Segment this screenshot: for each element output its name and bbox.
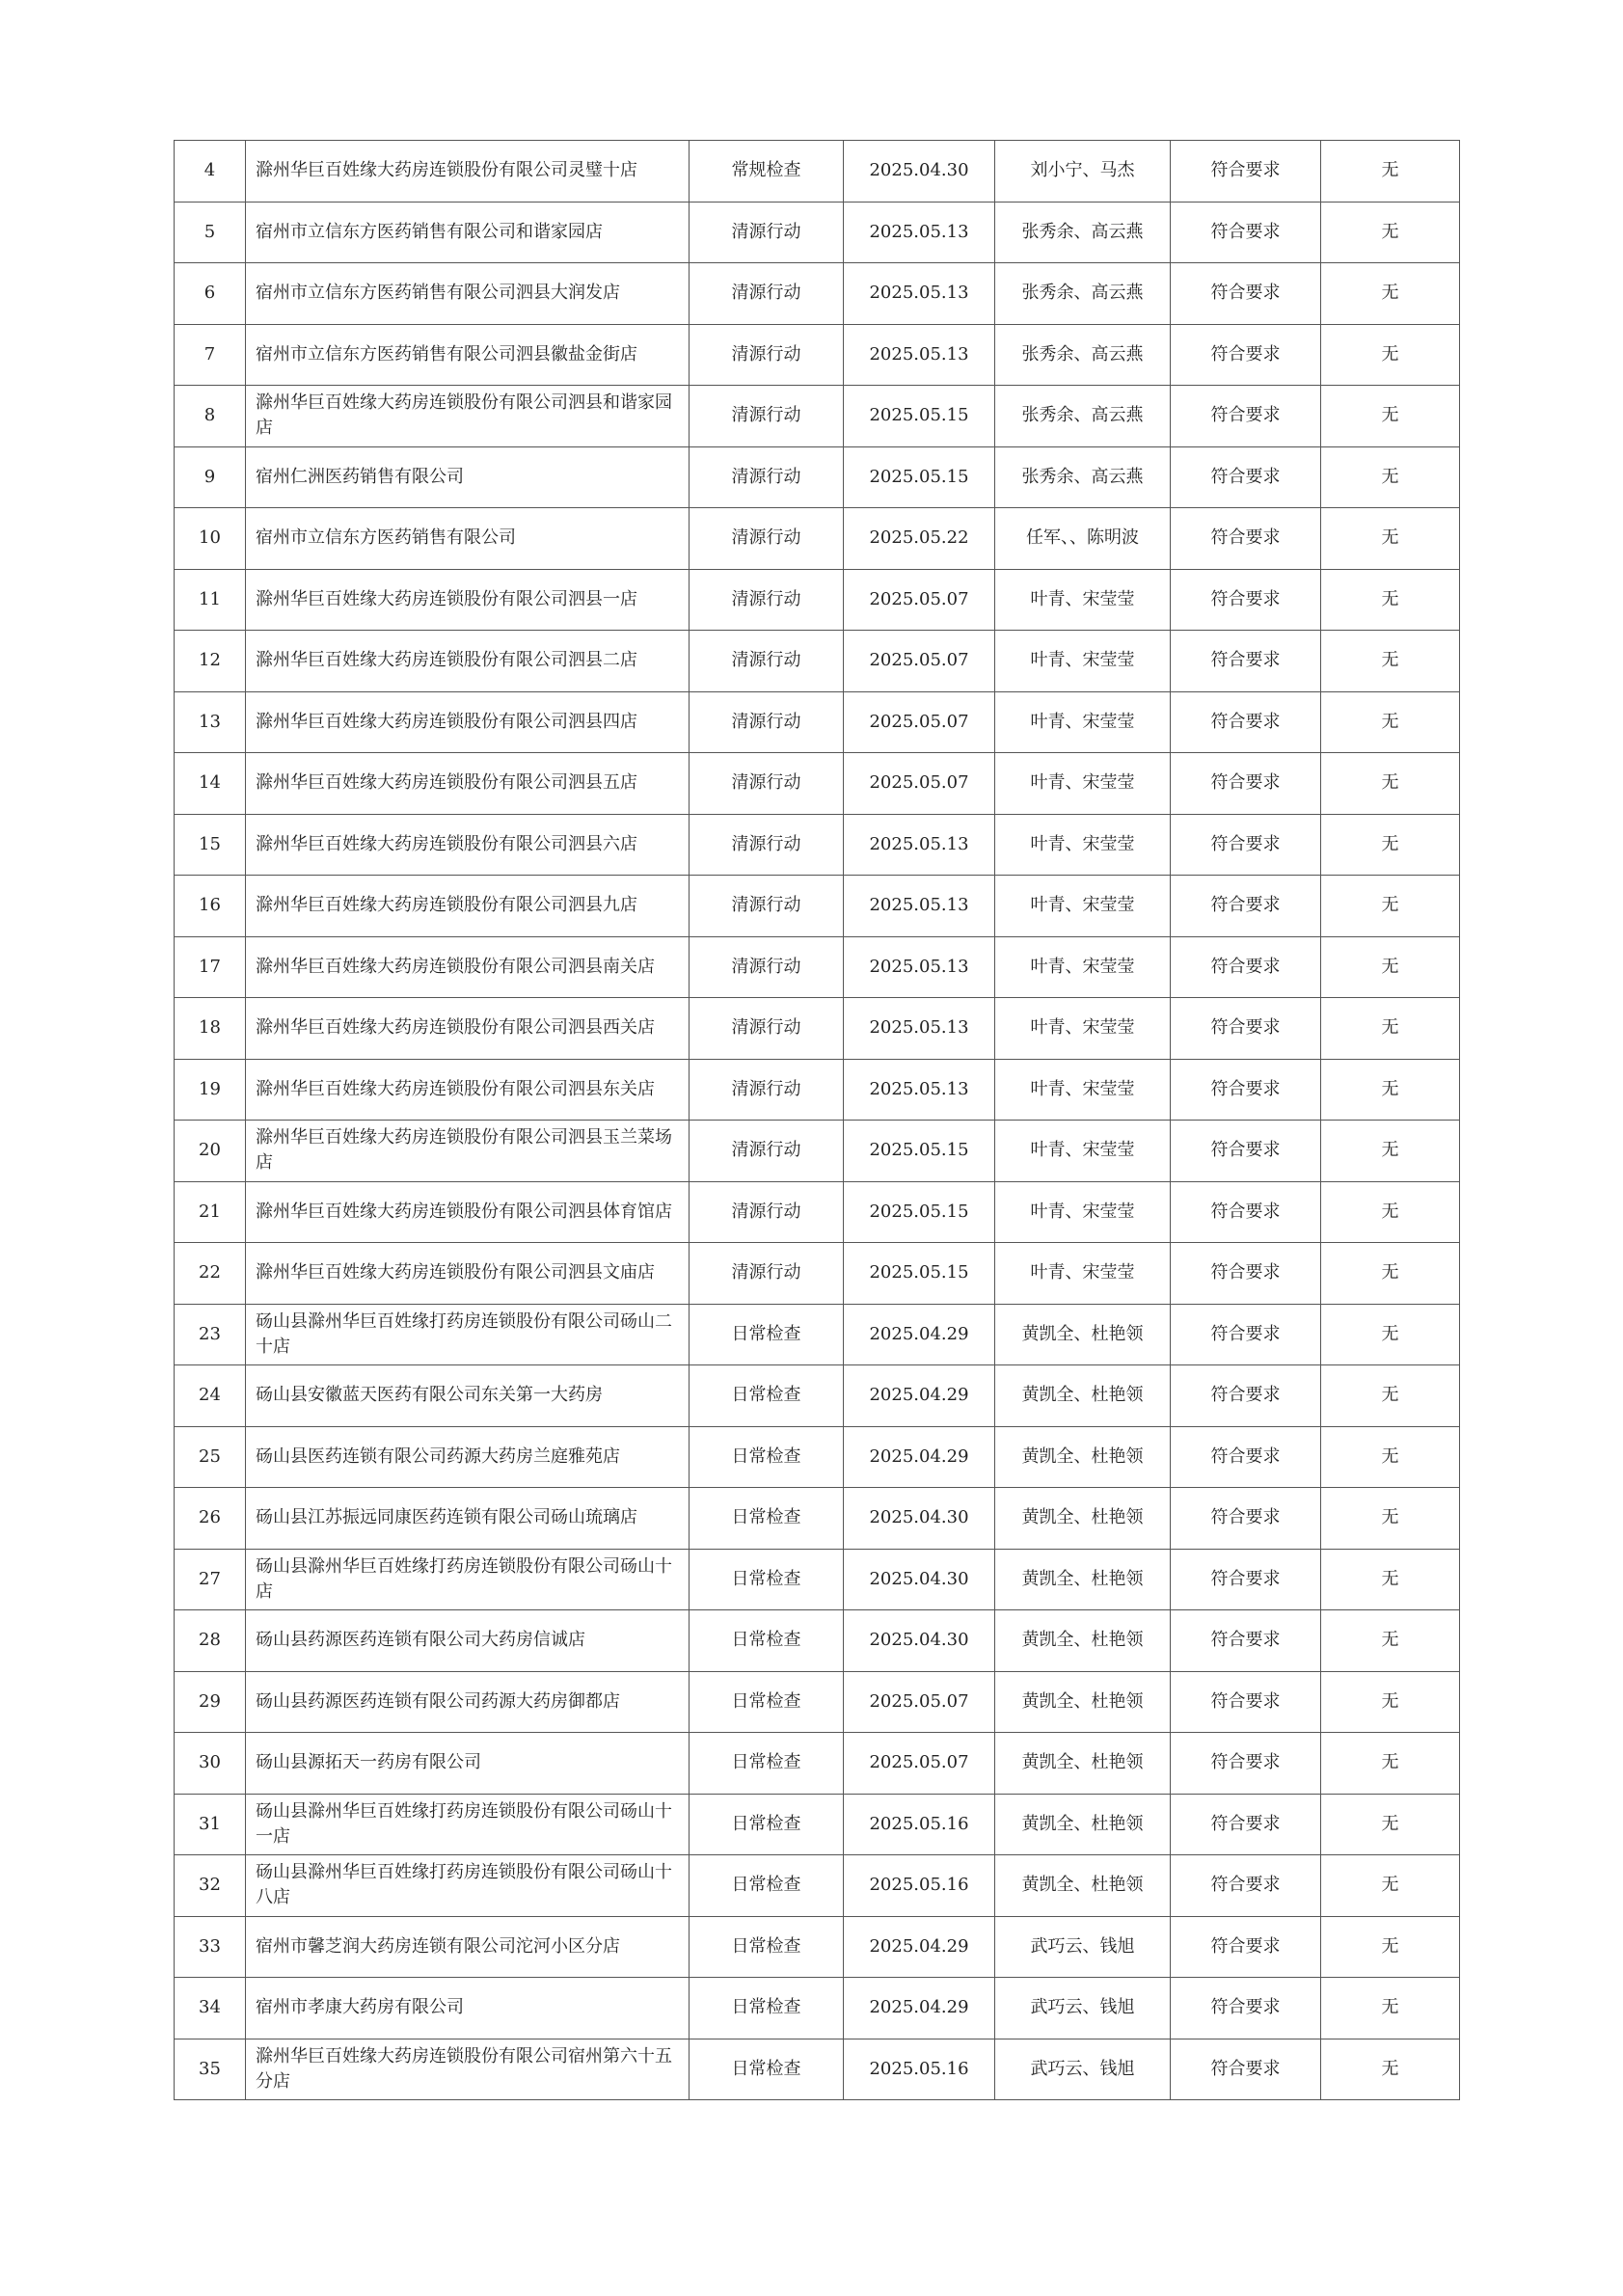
- inspection-date-cell: 2025.05.13: [844, 814, 995, 876]
- inspection-date-cell: 2025.05.13: [844, 324, 995, 386]
- inspectors-cell: 任军、、陈明波: [995, 508, 1171, 570]
- problem-cell: 无: [1321, 1181, 1460, 1243]
- result-cell: 符合要求: [1171, 753, 1321, 815]
- result-cell: 符合要求: [1171, 263, 1321, 325]
- result-cell: 符合要求: [1171, 386, 1321, 447]
- table-row: [175, 1733, 1460, 1795]
- inspection-date-cell: 2025.05.07: [844, 1733, 995, 1795]
- row-number-cell: 20: [175, 1121, 246, 1182]
- inspection-date-cell: 2025.05.13: [844, 202, 995, 263]
- enterprise-name-cell: 宿州市立信东方医药销售有限公司泗县徽盐金街店: [246, 324, 690, 386]
- inspectors-cell: 武巧云、钱旭: [995, 2039, 1171, 2100]
- row-number-cell: 18: [175, 998, 246, 1060]
- inspection-date-cell: 2025.05.13: [844, 1059, 995, 1121]
- table-body: [175, 141, 1460, 2100]
- table-row: [175, 936, 1460, 998]
- inspection-type-cell: 清源行动: [690, 814, 844, 876]
- problem-cell: 无: [1321, 1610, 1460, 1672]
- enterprise-name-cell: 滁州华巨百姓缘大药房连锁股份有限公司泗县和谐家园店: [246, 386, 690, 447]
- inspection-date-cell: 2025.04.29: [844, 1304, 995, 1365]
- result-cell: 符合要求: [1171, 1978, 1321, 2039]
- row-number-cell: 19: [175, 1059, 246, 1121]
- row-number-cell: 28: [175, 1610, 246, 1672]
- inspection-type-cell: 清源行动: [690, 753, 844, 815]
- result-cell: 符合要求: [1171, 1181, 1321, 1243]
- table-row: [175, 1059, 1460, 1121]
- enterprise-name-cell: 滁州华巨百姓缘大药房连锁股份有限公司泗县东关店: [246, 1059, 690, 1121]
- enterprise-name-cell: 滁州华巨百姓缘大药房连锁股份有限公司泗县体育馆店: [246, 1181, 690, 1243]
- table-row: [175, 1916, 1460, 1978]
- inspection-type-cell: 清源行动: [690, 263, 844, 325]
- result-cell: 符合要求: [1171, 141, 1321, 203]
- inspection-type-cell: 日常检查: [690, 1855, 844, 1917]
- enterprise-name-cell: 砀山县药源医药连锁有限公司药源大药房御都店: [246, 1671, 690, 1733]
- inspection-records-table: [174, 140, 1460, 2100]
- table-row: [175, 446, 1460, 508]
- problem-cell: 无: [1321, 1916, 1460, 1978]
- row-number-cell: 33: [175, 1916, 246, 1978]
- enterprise-name-cell: 滁州华巨百姓缘大药房连锁股份有限公司泗县六店: [246, 814, 690, 876]
- inspection-date-cell: 2025.05.15: [844, 386, 995, 447]
- enterprise-name-cell: 滁州华巨百姓缘大药房连锁股份有限公司泗县一店: [246, 569, 690, 631]
- enterprise-name-cell: 宿州市立信东方医药销售有限公司: [246, 508, 690, 570]
- enterprise-name-cell: 砀山县源拓天一药房有限公司: [246, 1733, 690, 1795]
- inspection-type-cell: 日常检查: [690, 1549, 844, 1610]
- inspection-date-cell: 2025.05.07: [844, 631, 995, 692]
- result-cell: 符合要求: [1171, 1304, 1321, 1365]
- row-number-cell: 34: [175, 1978, 246, 2039]
- inspection-type-cell: 清源行动: [690, 569, 844, 631]
- inspection-date-cell: 2025.04.29: [844, 1978, 995, 2039]
- inspectors-cell: 黄凯全、杜艳领: [995, 1549, 1171, 1610]
- problem-cell: 无: [1321, 753, 1460, 815]
- inspectors-cell: 叶青、宋莹莹: [995, 753, 1171, 815]
- inspection-type-cell: 清源行动: [690, 386, 844, 447]
- table-row: [175, 1855, 1460, 1917]
- row-number-cell: 25: [175, 1426, 246, 1488]
- problem-cell: 无: [1321, 1121, 1460, 1182]
- inspection-type-cell: 日常检查: [690, 1733, 844, 1795]
- problem-cell: 无: [1321, 1365, 1460, 1427]
- row-number-cell: 26: [175, 1488, 246, 1550]
- table-row: [175, 1243, 1460, 1305]
- problem-cell: 无: [1321, 1733, 1460, 1795]
- problem-cell: 无: [1321, 1671, 1460, 1733]
- row-number-cell: 16: [175, 876, 246, 937]
- inspectors-cell: 叶青、宋莹莹: [995, 631, 1171, 692]
- table-row: [175, 1121, 1460, 1182]
- result-cell: 符合要求: [1171, 1794, 1321, 1855]
- result-cell: 符合要求: [1171, 1121, 1321, 1182]
- inspection-type-cell: 清源行动: [690, 876, 844, 937]
- inspection-type-cell: 日常检查: [690, 1794, 844, 1855]
- inspection-type-cell: 清源行动: [690, 1059, 844, 1121]
- row-number-cell: 32: [175, 1855, 246, 1917]
- result-cell: 符合要求: [1171, 691, 1321, 753]
- enterprise-name-cell: 砀山县滁州华巨百姓缘打药房连锁股份有限公司砀山二十店: [246, 1304, 690, 1365]
- inspection-type-cell: 清源行动: [690, 936, 844, 998]
- row-number-cell: 31: [175, 1794, 246, 1855]
- inspectors-cell: 黄凯全、杜艳领: [995, 1671, 1171, 1733]
- inspection-type-cell: 清源行动: [690, 631, 844, 692]
- inspection-type-cell: 清源行动: [690, 324, 844, 386]
- inspection-date-cell: 2025.05.16: [844, 1794, 995, 1855]
- enterprise-name-cell: 滁州华巨百姓缘大药房连锁股份有限公司泗县五店: [246, 753, 690, 815]
- problem-cell: 无: [1321, 446, 1460, 508]
- row-number-cell: 35: [175, 2039, 246, 2100]
- row-number-cell: 8: [175, 386, 246, 447]
- problem-cell: 无: [1321, 141, 1460, 203]
- result-cell: 符合要求: [1171, 876, 1321, 937]
- inspectors-cell: 叶青、宋莹莹: [995, 691, 1171, 753]
- inspection-date-cell: 2025.05.07: [844, 1671, 995, 1733]
- row-number-cell: 13: [175, 691, 246, 753]
- inspection-type-cell: 清源行动: [690, 1243, 844, 1305]
- enterprise-name-cell: 砀山县安徽蓝天医药有限公司东关第一大药房: [246, 1365, 690, 1427]
- row-number-cell: 12: [175, 631, 246, 692]
- inspectors-cell: 刘小宁、马杰: [995, 141, 1171, 203]
- inspection-date-cell: 2025.05.13: [844, 936, 995, 998]
- result-cell: 符合要求: [1171, 631, 1321, 692]
- inspection-date-cell: 2025.05.15: [844, 1121, 995, 1182]
- inspection-type-cell: 清源行动: [690, 446, 844, 508]
- table-row: [175, 263, 1460, 325]
- row-number-cell: 11: [175, 569, 246, 631]
- problem-cell: 无: [1321, 1059, 1460, 1121]
- inspection-date-cell: 2025.05.13: [844, 998, 995, 1060]
- inspection-date-cell: 2025.05.16: [844, 2039, 995, 2100]
- inspection-type-cell: 日常检查: [690, 1488, 844, 1550]
- inspectors-cell: 张秀余、高云燕: [995, 386, 1171, 447]
- result-cell: 符合要求: [1171, 936, 1321, 998]
- inspectors-cell: 叶青、宋莹莹: [995, 936, 1171, 998]
- inspection-type-cell: 日常检查: [690, 1304, 844, 1365]
- inspectors-cell: 叶青、宋莹莹: [995, 569, 1171, 631]
- problem-cell: 无: [1321, 263, 1460, 325]
- table-row: [175, 691, 1460, 753]
- inspection-date-cell: 2025.05.13: [844, 263, 995, 325]
- table-row: [175, 1978, 1460, 2039]
- enterprise-name-cell: 滁州华巨百姓缘大药房连锁股份有限公司泗县南关店: [246, 936, 690, 998]
- inspection-date-cell: 2025.05.15: [844, 1243, 995, 1305]
- table-row: [175, 1549, 1460, 1610]
- enterprise-name-cell: 滁州华巨百姓缘大药房连锁股份有限公司泗县文庙店: [246, 1243, 690, 1305]
- row-number-cell: 4: [175, 141, 246, 203]
- inspectors-cell: 黄凯全、杜艳领: [995, 1488, 1171, 1550]
- enterprise-name-cell: 滁州华巨百姓缘大药房连锁股份有限公司泗县二店: [246, 631, 690, 692]
- table-row: [175, 1365, 1460, 1427]
- table-row: [175, 386, 1460, 447]
- table-row: [175, 753, 1460, 815]
- table-row: [175, 2039, 1460, 2100]
- result-cell: 符合要求: [1171, 1426, 1321, 1488]
- inspectors-cell: 张秀余、高云燕: [995, 263, 1171, 325]
- enterprise-name-cell: 宿州市立信东方医药销售有限公司泗县大润发店: [246, 263, 690, 325]
- row-number-cell: 6: [175, 263, 246, 325]
- enterprise-name-cell: 砀山县滁州华巨百姓缘打药房连锁股份有限公司砀山十八店: [246, 1855, 690, 1917]
- inspection-date-cell: 2025.05.22: [844, 508, 995, 570]
- result-cell: 符合要求: [1171, 814, 1321, 876]
- result-cell: 符合要求: [1171, 998, 1321, 1060]
- problem-cell: 无: [1321, 691, 1460, 753]
- table-row: [175, 1610, 1460, 1672]
- enterprise-name-cell: 滁州华巨百姓缘大药房连锁股份有限公司泗县九店: [246, 876, 690, 937]
- enterprise-name-cell: 滁州华巨百姓缘大药房连锁股份有限公司灵璧十店: [246, 141, 690, 203]
- row-number-cell: 22: [175, 1243, 246, 1305]
- table-row: [175, 1304, 1460, 1365]
- problem-cell: 无: [1321, 1304, 1460, 1365]
- inspection-date-cell: 2025.04.29: [844, 1426, 995, 1488]
- inspectors-cell: 张秀余、高云燕: [995, 202, 1171, 263]
- enterprise-name-cell: 砀山县医药连锁有限公司药源大药房兰庭雅苑店: [246, 1426, 690, 1488]
- result-cell: 符合要求: [1171, 1059, 1321, 1121]
- inspectors-cell: 武巧云、钱旭: [995, 1916, 1171, 1978]
- inspection-type-cell: 清源行动: [690, 1181, 844, 1243]
- result-cell: 符合要求: [1171, 202, 1321, 263]
- row-number-cell: 10: [175, 508, 246, 570]
- enterprise-name-cell: 砀山县滁州华巨百姓缘打药房连锁股份有限公司砀山十店: [246, 1549, 690, 1610]
- inspection-date-cell: 2025.05.16: [844, 1855, 995, 1917]
- enterprise-name-cell: 砀山县滁州华巨百姓缘打药房连锁股份有限公司砀山十一店: [246, 1794, 690, 1855]
- inspection-date-cell: 2025.04.29: [844, 1916, 995, 1978]
- inspectors-cell: 武巧云、钱旭: [995, 1978, 1171, 2039]
- enterprise-name-cell: 滁州华巨百姓缘大药房连锁股份有限公司泗县四店: [246, 691, 690, 753]
- result-cell: 符合要求: [1171, 1671, 1321, 1733]
- result-cell: 符合要求: [1171, 508, 1321, 570]
- table-row: [175, 631, 1460, 692]
- row-number-cell: 29: [175, 1671, 246, 1733]
- result-cell: 符合要求: [1171, 1610, 1321, 1672]
- inspection-type-cell: 清源行动: [690, 691, 844, 753]
- table-row: [175, 876, 1460, 937]
- table-row: [175, 1181, 1460, 1243]
- result-cell: 符合要求: [1171, 324, 1321, 386]
- table-row: [175, 141, 1460, 203]
- inspection-date-cell: 2025.04.30: [844, 1549, 995, 1610]
- inspection-date-cell: 2025.05.13: [844, 876, 995, 937]
- inspectors-cell: 叶青、宋莹莹: [995, 814, 1171, 876]
- inspectors-cell: 黄凯全、杜艳领: [995, 1365, 1171, 1427]
- table-row: [175, 324, 1460, 386]
- inspection-date-cell: 2025.05.07: [844, 569, 995, 631]
- enterprise-name-cell: 宿州市立信东方医药销售有限公司和谐家园店: [246, 202, 690, 263]
- result-cell: 符合要求: [1171, 1365, 1321, 1427]
- inspection-type-cell: 常规检查: [690, 141, 844, 203]
- inspection-type-cell: 清源行动: [690, 1121, 844, 1182]
- problem-cell: 无: [1321, 569, 1460, 631]
- result-cell: 符合要求: [1171, 1916, 1321, 1978]
- problem-cell: 无: [1321, 998, 1460, 1060]
- enterprise-name-cell: 宿州市孝康大药房有限公司: [246, 1978, 690, 2039]
- table-row: [175, 569, 1460, 631]
- problem-cell: 无: [1321, 1488, 1460, 1550]
- problem-cell: 无: [1321, 936, 1460, 998]
- inspection-date-cell: 2025.04.30: [844, 141, 995, 203]
- row-number-cell: 24: [175, 1365, 246, 1427]
- inspection-date-cell: 2025.04.30: [844, 1610, 995, 1672]
- problem-cell: 无: [1321, 1426, 1460, 1488]
- row-number-cell: 27: [175, 1549, 246, 1610]
- problem-cell: 无: [1321, 202, 1460, 263]
- inspectors-cell: 张秀余、高云燕: [995, 324, 1171, 386]
- inspectors-cell: 黄凯全、杜艳领: [995, 1855, 1171, 1917]
- enterprise-name-cell: 宿州仁洲医药销售有限公司: [246, 446, 690, 508]
- row-number-cell: 30: [175, 1733, 246, 1795]
- inspection-type-cell: 日常检查: [690, 1365, 844, 1427]
- inspectors-cell: 叶青、宋莹莹: [995, 998, 1171, 1060]
- inspection-date-cell: 2025.05.07: [844, 691, 995, 753]
- problem-cell: 无: [1321, 1549, 1460, 1610]
- inspectors-cell: 叶青、宋莹莹: [995, 1181, 1171, 1243]
- inspection-type-cell: 日常检查: [690, 1978, 844, 2039]
- row-number-cell: 21: [175, 1181, 246, 1243]
- result-cell: 符合要求: [1171, 2039, 1321, 2100]
- table-row: [175, 202, 1460, 263]
- row-number-cell: 15: [175, 814, 246, 876]
- problem-cell: 无: [1321, 386, 1460, 447]
- inspection-type-cell: 清源行动: [690, 202, 844, 263]
- inspection-date-cell: 2025.04.29: [844, 1365, 995, 1427]
- enterprise-name-cell: 滁州华巨百姓缘大药房连锁股份有限公司泗县玉兰菜场店: [246, 1121, 690, 1182]
- problem-cell: 无: [1321, 324, 1460, 386]
- inspection-date-cell: 2025.05.07: [844, 753, 995, 815]
- result-cell: 符合要求: [1171, 1488, 1321, 1550]
- inspection-date-cell: 2025.04.30: [844, 1488, 995, 1550]
- enterprise-name-cell: 滁州华巨百姓缘大药房连锁股份有限公司宿州第六十五分店: [246, 2039, 690, 2100]
- table-row: [175, 1671, 1460, 1733]
- inspection-type-cell: 日常检查: [690, 1671, 844, 1733]
- inspectors-cell: 叶青、宋莹莹: [995, 876, 1171, 937]
- problem-cell: 无: [1321, 814, 1460, 876]
- inspectors-cell: 叶青、宋莹莹: [995, 1059, 1171, 1121]
- inspectors-cell: 张秀余、高云燕: [995, 446, 1171, 508]
- problem-cell: 无: [1321, 1855, 1460, 1917]
- table-row: [175, 814, 1460, 876]
- enterprise-name-cell: 砀山县江苏振远同康医药连锁有限公司砀山琉璃店: [246, 1488, 690, 1550]
- table-row: [175, 1426, 1460, 1488]
- problem-cell: 无: [1321, 876, 1460, 937]
- result-cell: 符合要求: [1171, 1733, 1321, 1795]
- inspection-type-cell: 清源行动: [690, 508, 844, 570]
- inspection-date-cell: 2025.05.15: [844, 446, 995, 508]
- row-number-cell: 5: [175, 202, 246, 263]
- result-cell: 符合要求: [1171, 1549, 1321, 1610]
- enterprise-name-cell: 宿州市馨芝润大药房连锁有限公司沱河小区分店: [246, 1916, 690, 1978]
- result-cell: 符合要求: [1171, 1855, 1321, 1917]
- table-row: [175, 508, 1460, 570]
- row-number-cell: 9: [175, 446, 246, 508]
- row-number-cell: 7: [175, 324, 246, 386]
- inspectors-cell: 黄凯全、杜艳领: [995, 1794, 1171, 1855]
- problem-cell: 无: [1321, 508, 1460, 570]
- inspection-type-cell: 日常检查: [690, 1610, 844, 1672]
- problem-cell: 无: [1321, 1794, 1460, 1855]
- inspectors-cell: 黄凯全、杜艳领: [995, 1304, 1171, 1365]
- inspection-type-cell: 日常检查: [690, 1426, 844, 1488]
- result-cell: 符合要求: [1171, 1243, 1321, 1305]
- row-number-cell: 17: [175, 936, 246, 998]
- enterprise-name-cell: 滁州华巨百姓缘大药房连锁股份有限公司泗县西关店: [246, 998, 690, 1060]
- inspection-type-cell: 日常检查: [690, 2039, 844, 2100]
- inspectors-cell: 黄凯全、杜艳领: [995, 1733, 1171, 1795]
- problem-cell: 无: [1321, 631, 1460, 692]
- inspection-type-cell: 清源行动: [690, 998, 844, 1060]
- table-row: [175, 1794, 1460, 1855]
- inspectors-cell: 叶青、宋莹莹: [995, 1121, 1171, 1182]
- problem-cell: 无: [1321, 1978, 1460, 2039]
- result-cell: 符合要求: [1171, 569, 1321, 631]
- row-number-cell: 14: [175, 753, 246, 815]
- problem-cell: 无: [1321, 1243, 1460, 1305]
- enterprise-name-cell: 砀山县药源医药连锁有限公司大药房信诚店: [246, 1610, 690, 1672]
- problem-cell: 无: [1321, 2039, 1460, 2100]
- inspectors-cell: 叶青、宋莹莹: [995, 1243, 1171, 1305]
- inspection-type-cell: 日常检查: [690, 1916, 844, 1978]
- inspectors-cell: 黄凯全、杜艳领: [995, 1426, 1171, 1488]
- inspection-date-cell: 2025.05.15: [844, 1181, 995, 1243]
- row-number-cell: 23: [175, 1304, 246, 1365]
- result-cell: 符合要求: [1171, 446, 1321, 508]
- inspectors-cell: 黄凯全、杜艳领: [995, 1610, 1171, 1672]
- table-row: [175, 998, 1460, 1060]
- table-row: [175, 1488, 1460, 1550]
